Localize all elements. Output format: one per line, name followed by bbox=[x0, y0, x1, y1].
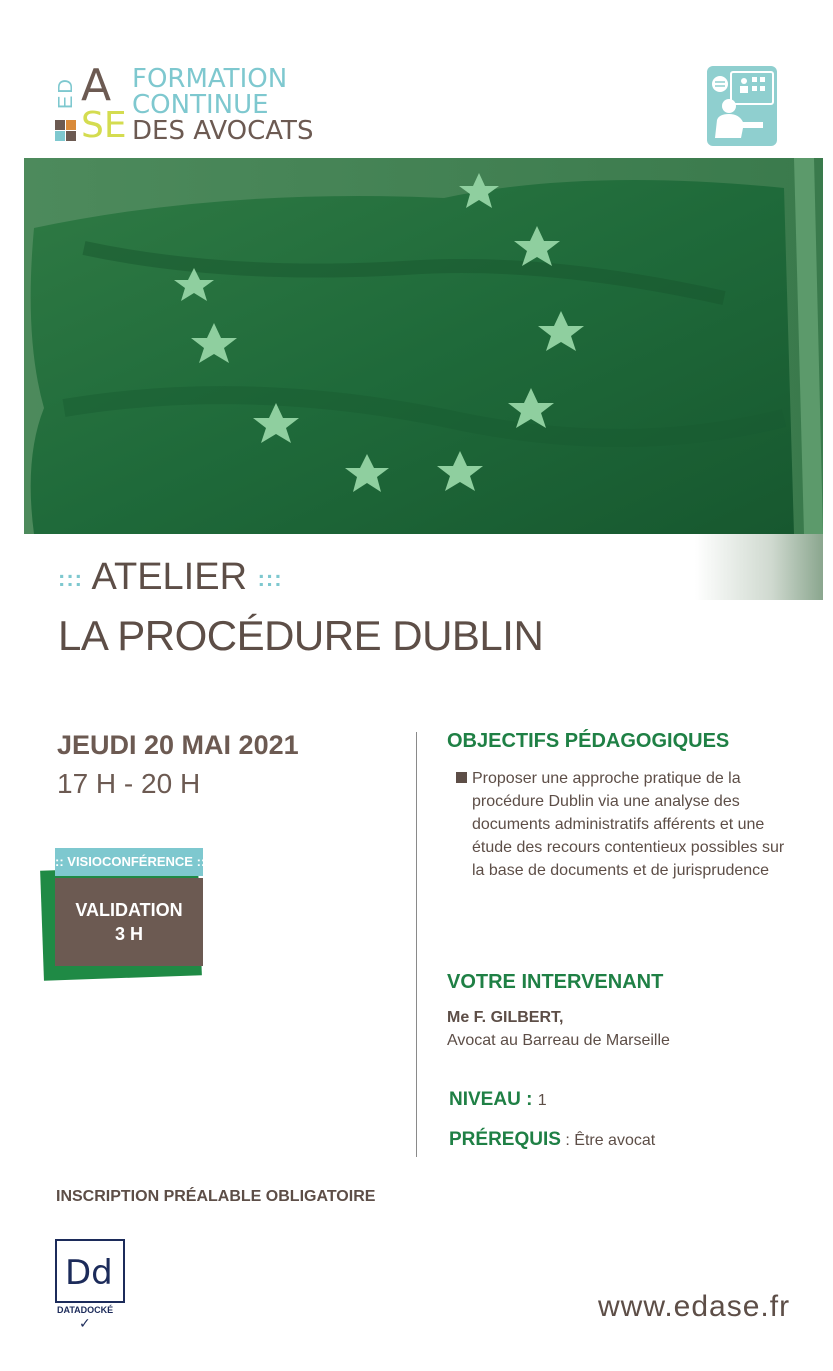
page-title: LA PROCÉDURE DUBLIN bbox=[58, 612, 544, 659]
logo-letters-ed bbox=[55, 68, 77, 118]
event-time: 17 H - 20 H bbox=[57, 768, 201, 799]
prerequisite-label: PRÉREQUIS bbox=[449, 1129, 561, 1150]
videoconference-icon bbox=[707, 66, 777, 146]
website-link[interactable]: www.edase.fr bbox=[598, 1290, 791, 1323]
datadock-letters: Dd bbox=[65, 1253, 113, 1293]
logo-line-continue: CONTINUE bbox=[132, 90, 269, 120]
event-date: JEUDI 20 MAI 2021 bbox=[57, 730, 299, 760]
logo-letter-a: A bbox=[81, 60, 112, 111]
dots-right: ::: bbox=[257, 565, 283, 591]
logo-letters-se: SE bbox=[81, 105, 127, 146]
datadock-logo bbox=[55, 1239, 125, 1331]
bullet-square-icon bbox=[456, 772, 467, 783]
atelier-label: ATELIER bbox=[91, 556, 248, 598]
speaker-heading: VOTRE INTERVENANT bbox=[447, 971, 664, 993]
edase-logo-mark bbox=[55, 60, 127, 146]
inscription-notice: INSCRIPTION PRÉALABLE OBLIGATOIRE bbox=[56, 1188, 376, 1205]
logo-letter-e: E bbox=[55, 93, 77, 109]
validation-box bbox=[55, 878, 203, 966]
dots-left: ::: bbox=[58, 565, 83, 591]
logo-square bbox=[66, 120, 76, 130]
logo-square bbox=[55, 131, 65, 141]
prerequisite-row bbox=[449, 1129, 655, 1151]
validation-hours: 3 H bbox=[114, 924, 143, 944]
format-badge: :: VISIOCONFÉRENCE :: bbox=[55, 848, 203, 876]
hero-eu-flag-image bbox=[24, 158, 823, 534]
atelier-heading bbox=[58, 556, 283, 599]
datadock-label: DATADOCKÉ bbox=[57, 1305, 114, 1315]
logo-line-avocats: DES AVOCATS bbox=[132, 116, 314, 146]
prerequisite-value: Être avocat bbox=[574, 1132, 656, 1149]
level-label: NIVEAU bbox=[449, 1089, 521, 1110]
logo-letter-d: D bbox=[55, 77, 77, 94]
hero-fade-decoration bbox=[695, 534, 823, 600]
objectives-heading: OBJECTIFS PÉDAGOGIQUES bbox=[447, 730, 730, 752]
logo-line-formation: FORMATION bbox=[132, 64, 288, 94]
objectives-text: Proposer une approche pratique de la procédure Dublin via une analyse des documents administratifs afférents et une étude des recours contentieux possibles sur la base de documents et de jurisprudence bbox=[472, 770, 785, 879]
check-icon: ✓ bbox=[79, 1315, 91, 1331]
validation-label: VALIDATION bbox=[75, 900, 183, 920]
logo-square bbox=[66, 131, 76, 141]
speaker-role: Avocat au Barreau de Marseille bbox=[447, 1032, 670, 1049]
speaker-name: Me F. GILBERT, bbox=[447, 1009, 564, 1026]
level-separator: : bbox=[520, 1089, 538, 1110]
column-divider bbox=[416, 732, 417, 1157]
level-value: 1 bbox=[537, 1092, 547, 1109]
prerequisite-separator: : bbox=[560, 1132, 575, 1149]
level-row bbox=[449, 1089, 547, 1111]
logo-square bbox=[55, 120, 65, 130]
edase-logo-text bbox=[132, 66, 313, 144]
